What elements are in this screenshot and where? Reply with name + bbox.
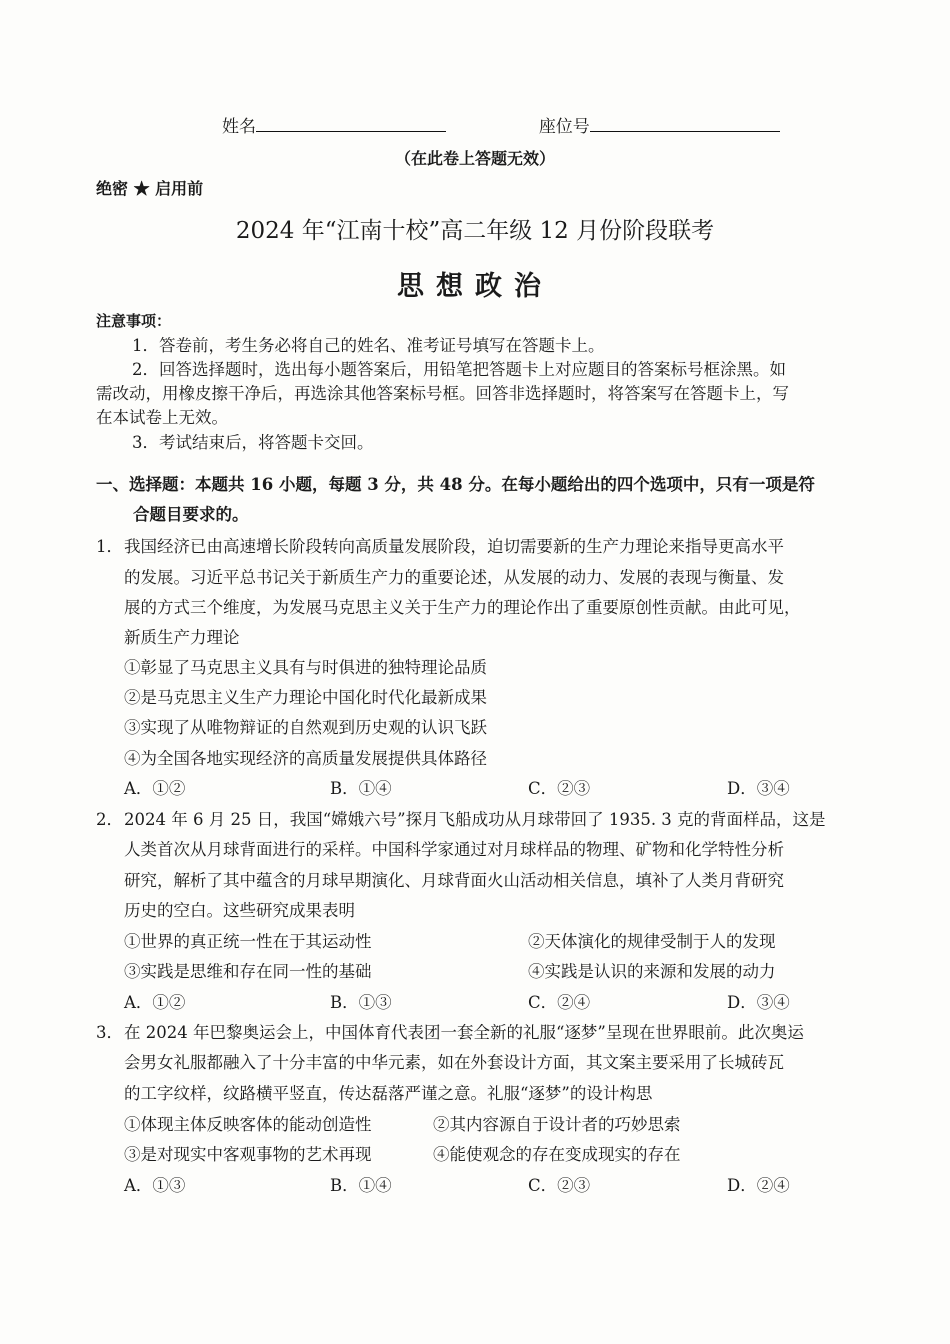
choice-b: B．①④ [330,779,392,798]
statement: ③实践是思维和存在同一性的基础 [124,962,372,981]
statement: ③是对现实中客观事物的艺术再现 [124,1145,372,1164]
invalid-note: （在此卷上答题无效） [394,149,555,168]
statement: ③实现了从唯物辩证的自然观到历史观的认识飞跃 [124,718,487,737]
choice-d: D．②④ [727,1176,790,1195]
choice-d: D．③④ [727,779,790,798]
statement: ①世界的真正统一性在于其运动性 [124,932,372,951]
statement: ①体现主体反映客体的能动创造性 [124,1115,372,1134]
question-stem-line: 的发展。习近平总书记关于新质生产力的重要论述，从发展的动力、发展的表现与衡量、发 [124,568,784,587]
choice-a: A．①② [124,779,186,798]
section-heading-line1: 一、选择题：本题共 16 小题，每题 3 分，共 48 分。在每小题给出的四个选项中，只有一项是符 [96,475,815,494]
statement: ②其内容源自于设计者的巧妙思索 [433,1115,681,1134]
subject-title: 思想政治 [397,271,553,302]
question-number: 1． [96,537,123,556]
statement: ②天体演化的规律受制于人的发现 [528,932,776,951]
question-number: 3． [96,1023,123,1042]
name-label: 姓名 [222,117,256,137]
choice-b: B．①④ [330,1176,392,1195]
question-stem-line: 展的方式三个维度，为发展马克思主义关于生产力的理论作出了重要原创性贡献。由此可见， [124,598,801,617]
question-stem-line: 的工字纹样，纹路横平竖直，传达磊落严谨之意。礼服“逐梦”的设计构思 [124,1084,653,1103]
choice-b: B．①③ [330,993,392,1012]
question-stem-line: 我国经济已由高速增长阶段转向高质量发展阶段，迫切需要新的生产力理论来指导更高水平 [124,537,784,556]
notice-line: 在本试卷上无效。 [96,408,228,427]
statement: ②是马克思主义生产力理论中国化时代化最新成果 [124,688,487,707]
question-stem-line: 在 2024 年巴黎奥运会上，中国体育代表团一套全新的礼服“逐梦”呈现在世界眼前。此次奥运 [124,1023,804,1042]
notice-line: 3．考试结束后，将答题卡交回。 [132,433,374,452]
question-number: 2． [96,810,123,829]
seat-label: 座位号 [538,117,590,137]
secret-mark: 绝密 ★ 启用前 [96,179,204,198]
choice-c: C．②③ [528,1176,591,1195]
choice-c: C．②④ [528,993,591,1012]
question-stem-line: 人类首次从月球背面进行的采样。中国科学家通过对月球样品的物理、矿物和化学特性分析 [124,840,784,859]
statement: ①彰显了马克思主义具有与时俱进的独特理论品质 [124,658,487,677]
question-stem-line: 历史的空白。这些研究成果表明 [124,901,355,920]
choice-c: C．②③ [528,779,591,798]
choice-a: A．①② [124,993,186,1012]
question-stem-line: 研究，解析了其中蕴含的月球早期演化、月球背面火山活动相关信息，填补了人类月背研究 [124,871,784,890]
question-stem-line: 2024 年 6 月 25 日，我国“嫦娥六号”探月飞船成功从月球带回了 1935. 3 克的背面样品，这是 [124,810,826,829]
notice-line: 1．答卷前，考生务必将自己的姓名、准考证号填写在答题卡上。 [132,336,605,355]
exam-title: 2024 年“江南十校”高二年级 12 月份阶段联考 [235,218,715,244]
seat-blank-line [590,115,780,132]
notice-line: 2．回答选择题时，选出每小题答案后，用铅笔把答题卡上对应题目的答案标号框涂黑。如 [132,360,786,379]
statement: ④为全国各地实现经济的高质量发展提供具体路径 [124,749,487,768]
name-blank-line [256,115,446,132]
choice-d: D．③④ [727,993,790,1012]
notice-line: 需改动，用橡皮擦干净后，再选涂其他答案标号框。回答非选择题时，将答案写在答题卡上，写 [96,384,789,403]
notice-heading: 注意事项： [96,312,172,330]
statement: ④实践是认识的来源和发展的动力 [528,962,776,981]
statement: ④能使观念的存在变成现实的存在 [433,1145,681,1164]
name-seat-row [222,112,780,137]
section-heading-line2: 合题目要求的。 [133,505,249,524]
choice-a: A．①③ [124,1176,186,1195]
question-stem-line: 会男女礼服都融入了十分丰富的中华元素，如在外套设计方面，其文案主要采用了长城砖瓦 [124,1053,784,1072]
question-stem-line: 新质生产力理论 [124,628,240,647]
